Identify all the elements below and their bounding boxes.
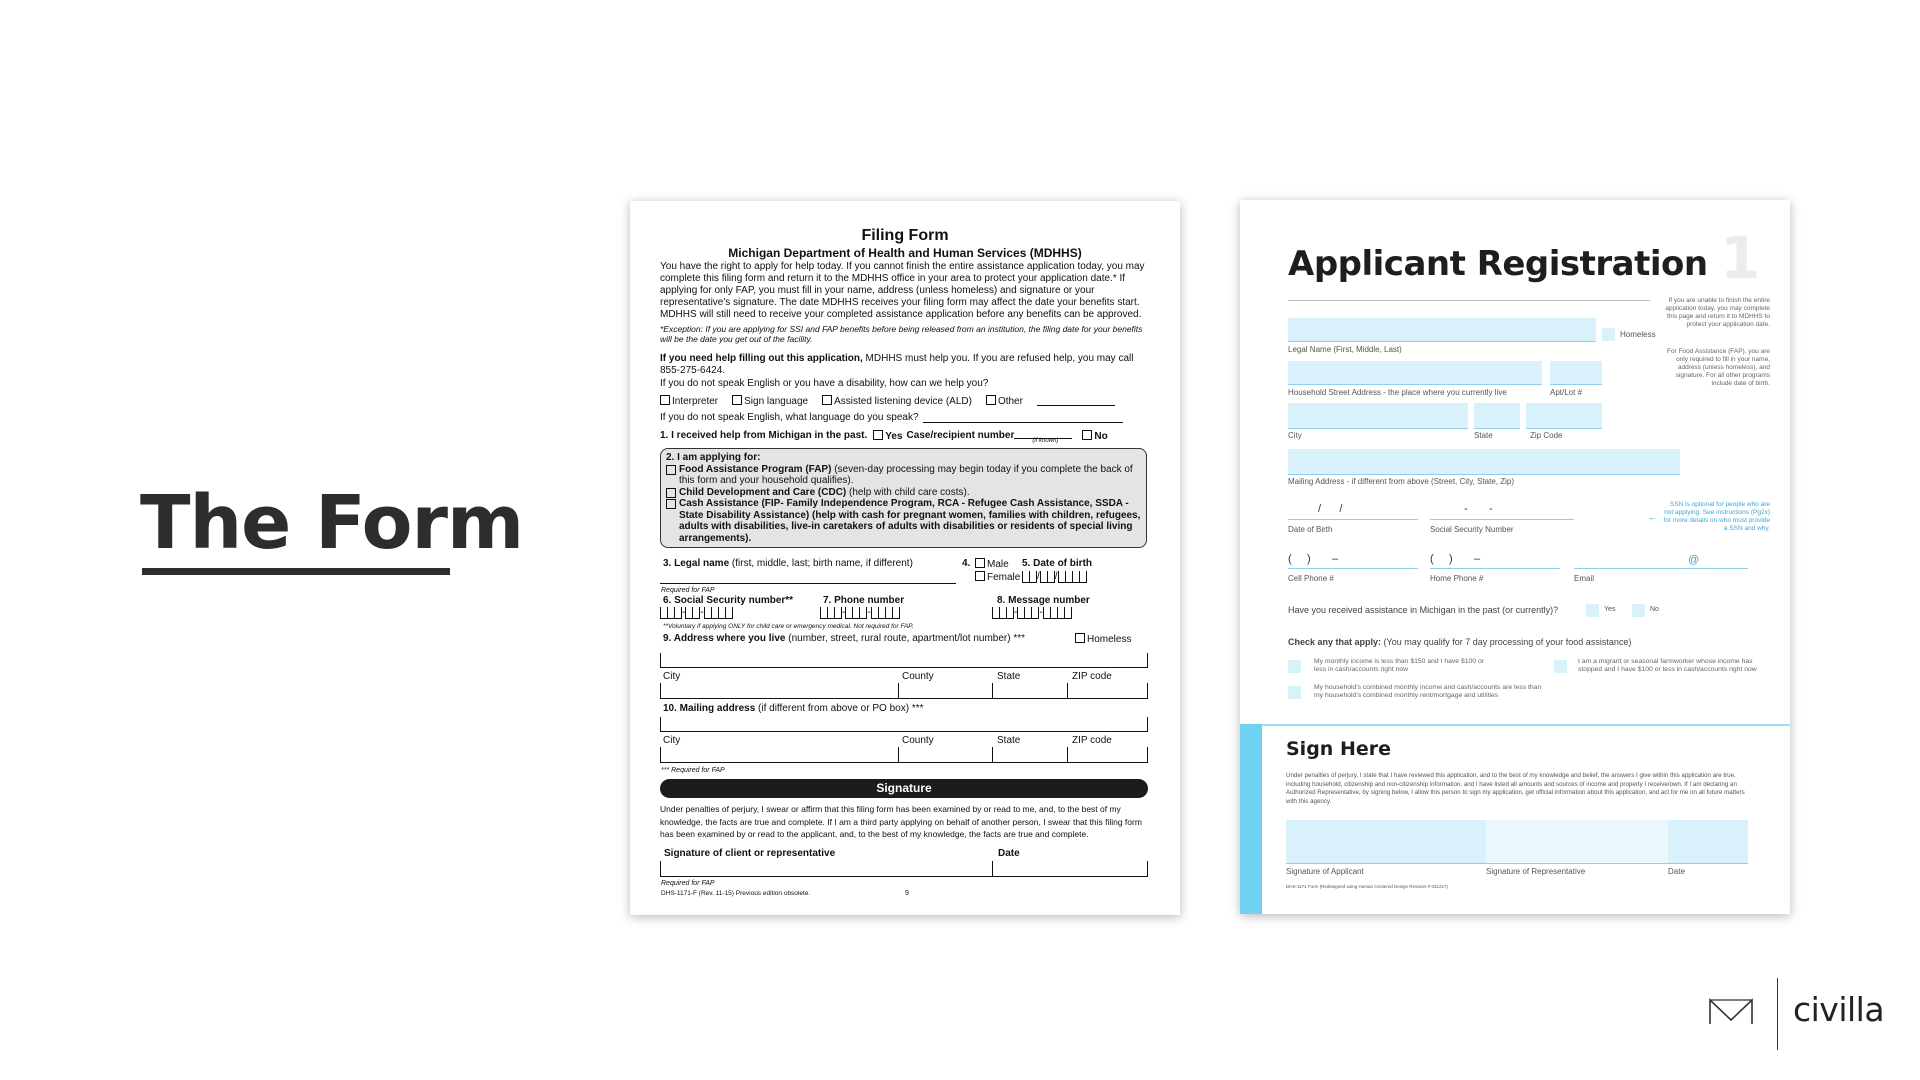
required-fap-note: Required for FAP [661, 587, 715, 594]
program-option[interactable]: Cash Assistance (FIP- Family Independence Program, RCA - Refugee Cash Assistance, SSDA - State Disability Assistance) (help with cash for pregnant women, families with children, refugees, adults with disabilities, live-in caretakers of adults with disabilities or residents of special living arrangements). [666, 498, 1141, 544]
option-rent-label: My household's combined monthly income and cash/accounts are less than my household's combined monthly rent/mortgage and utilities [1314, 684, 1542, 699]
checkbox-icon [666, 465, 676, 475]
old-form-exception: *Exception: If you are applying for SSI and FAP benefits before being released from an institution, the filing date for your benefits will be the date you get out of the facility. [660, 324, 1143, 344]
assistance-yes-label: Yes [1604, 606, 1616, 613]
city-label: City [663, 735, 681, 746]
date-label: Date [998, 848, 1020, 859]
ssn-separators: - - [1464, 503, 1493, 515]
sign-statement: Under penalties of perjury, I state that I have reviewed this application, and to the best of my knowledge and belief, the answers I give within this application are true, including household, citizenship and non-citizenship information, and I have listed all amounts and sources of income and property I receive/own. If I am declaring an Authorized Representative, by signing below, I allow this person to sign my application, get official information about this application, and act for me on all future matters with this agency. [1286, 772, 1745, 805]
redesigned-application-form [1240, 200, 1790, 914]
q1-case-input[interactable] [1014, 429, 1072, 442]
legal-name-field[interactable] [1288, 318, 1596, 342]
male-option[interactable]: Male [975, 558, 1009, 570]
county-label: County [902, 671, 934, 682]
logo-divider [1777, 978, 1778, 1050]
option-income-label: My monthly income is less than $150 and I have $100 or less in cash/accounts right now [1314, 658, 1485, 673]
q1-known-note: (if known) [1032, 438, 1059, 444]
representative-signature-label: Signature of Representative [1486, 867, 1586, 876]
checkbox-icon [975, 558, 985, 568]
address-input[interactable] [660, 667, 1148, 668]
assistance-no-checkbox[interactable] [1632, 604, 1645, 617]
apt-field[interactable] [1550, 361, 1602, 385]
cell-phone-field[interactable] [1288, 568, 1418, 569]
old-form-footer: DHS-1171-F (Rev. 11-15) Previous edition obsolete. [661, 890, 811, 897]
dob-separators: / / [1318, 503, 1343, 515]
q1-case-label: Case/recipient number [906, 430, 1015, 441]
help-rest: MDHHS must help you. If you are refused help, you may call 855-275-6424. [660, 353, 1134, 376]
required-fap-note-3: *** Required for FAP [661, 767, 725, 774]
assistance-no-label: No [1650, 606, 1659, 613]
other-input[interactable] [1037, 396, 1115, 406]
q8-label: 8. Message number [997, 595, 1090, 606]
checkbox-icon [666, 488, 676, 498]
check-any-label: Check any that apply: (You may qualify for 7 day processing of your food assistance) [1288, 637, 1632, 647]
zip-label: ZIP code [1072, 671, 1112, 682]
homeless-option[interactable]: Homeless [1075, 633, 1131, 645]
old-form-help-text [660, 353, 1150, 377]
mailing-city-state-zip-input[interactable] [660, 762, 1148, 763]
help-options-row [660, 395, 1155, 407]
slide-title: The Form [140, 480, 524, 566]
at-sign-icon: @ [1688, 554, 1700, 566]
city-label: City [1288, 431, 1302, 440]
q6-label: 6. Social Security number** [663, 595, 794, 606]
checkbox-icon [1075, 633, 1085, 643]
help-option[interactable]: Interpreter [660, 395, 718, 407]
applicant-signature-field[interactable] [1286, 820, 1486, 864]
language-input[interactable] [923, 413, 1123, 423]
checkbox-icon [666, 499, 676, 509]
old-form-subtitle: Michigan Department of Health and Human Services (MDHHS) [728, 246, 1082, 260]
q4-label: 4. [962, 558, 971, 569]
street-address-label: Household Street Address - the place where you currently live [1288, 388, 1507, 397]
side-note-ssn: SSN is optional for people who are not applying. See instructions (Pg2x) for more details on who must provide a SSN and why. [1663, 501, 1770, 532]
zip-field[interactable] [1526, 403, 1602, 429]
city-field[interactable] [1288, 403, 1468, 429]
old-form-intro: You have the right to apply for help today. If you cannot finish the entire assistance application today, you may complete this filing form and return it to the MDHHS office in your area to protect your application date.* If applying for only FAP, you must fill in your name, address (unless homeless) and signature or your representative's signature. The date MDHHS receives your filing form may affect the date your benefits start. MDHHS will still need to receive your completed assistance application before any benefits can be approved. [660, 261, 1145, 320]
email-field[interactable] [1574, 568, 1748, 569]
option-rent-checkbox[interactable] [1288, 686, 1301, 699]
state-label: State [1474, 431, 1493, 440]
checkbox-icon [975, 571, 985, 581]
sign-accent-stripe [1240, 724, 1262, 914]
legal-name-label: Legal Name (First, Middle, Last) [1288, 345, 1402, 354]
signature-bar: Signature [660, 779, 1148, 798]
civilla-logo-text: civilla [1793, 990, 1885, 1029]
sign-date-field[interactable] [1668, 820, 1748, 864]
ssn-field[interactable] [1430, 519, 1574, 520]
program-option[interactable]: Food Assistance Program (FAP) (seven-day processing may begin today if you complete the back of this form and your household qualifies). [666, 464, 1141, 487]
city-state-zip-input[interactable] [660, 698, 1148, 699]
q1-row [660, 429, 1155, 442]
title-underline [142, 568, 450, 575]
help-option[interactable]: Other [986, 395, 1023, 407]
new-form-title: Applicant Registration [1288, 244, 1708, 284]
state-label: State [997, 671, 1021, 682]
q1-yes[interactable]: Yes [873, 430, 902, 442]
phone-input[interactable]: - - [820, 607, 900, 619]
arrow-left-icon: ← [1648, 512, 1657, 522]
help-bold: If you need help filling out this application, [660, 353, 863, 364]
checkbox-icon [1082, 430, 1092, 440]
program-option[interactable]: Child Development and Care (CDC) (help with child care costs). [666, 487, 1141, 499]
ssn-label: Social Security Number [1430, 525, 1514, 534]
legal-name-input[interactable] [660, 583, 956, 584]
assistance-yes-checkbox[interactable] [1586, 604, 1599, 617]
homeless-label: Homeless [1620, 330, 1656, 339]
zip-label: Zip Code [1530, 431, 1563, 440]
q9-label: 9. Address where you live (number, street, rural route, apartment/lot number) *** [663, 633, 1026, 644]
dob-field[interactable] [1288, 519, 1418, 520]
state-field[interactable] [1474, 403, 1520, 429]
checkbox-icon [732, 395, 742, 405]
zip-label: ZIP code [1072, 735, 1112, 746]
checkbox-icon [873, 430, 883, 440]
option-income-checkbox[interactable] [1288, 660, 1301, 673]
checkbox-icon [986, 395, 996, 405]
option-migrant-label: I am a migrant or seasonal farmworker whose income has stopped and I have $100 or less in cash/accounts right now [1578, 658, 1757, 673]
home-phone-label: Home Phone # [1430, 574, 1484, 583]
q7-label: 7. Phone number [823, 595, 905, 606]
civilla-logo-mark-icon [1708, 996, 1754, 1026]
female-option[interactable]: Female [975, 571, 1020, 583]
apt-label: Apt/Lot # [1550, 388, 1583, 397]
option-migrant-checkbox[interactable] [1554, 660, 1567, 673]
old-form-disability-question: If you do not speak English or you have a disability, how can we help you? [660, 378, 989, 389]
old-form-title: Filing Form [861, 227, 949, 244]
cell-phone-separators: ( ) – [1288, 553, 1339, 565]
old-filing-form [630, 201, 1180, 915]
applicant-signature-label: Signature of Applicant [1286, 867, 1364, 876]
message-number-input[interactable]: - - [992, 607, 1072, 619]
mailing-address-field[interactable] [1288, 449, 1680, 475]
language-question: If you do not speak English, what language do you speak? [660, 412, 919, 423]
applying-for-box [660, 448, 1147, 548]
state-label: State [997, 735, 1021, 746]
required-fap-note-sig: Required for FAP [661, 880, 715, 887]
old-form-page-number: 9 [905, 890, 909, 897]
voluntary-note: **Voluntary if applying ONLY for child care or emergency medical. Not required for FAP. [663, 623, 914, 630]
home-phone-field[interactable] [1430, 568, 1560, 569]
q10-label: 10. Mailing address (if different from above or PO box) *** [663, 703, 924, 714]
cell-phone-label: Cell Phone # [1288, 574, 1334, 583]
q1-label: 1. I received help from Michigan in the past. [660, 430, 868, 441]
title-rule [1288, 300, 1650, 301]
side-note-fap: For Food Assistance (FAP), you are only required to fill in your name, address (unless homeless), and signature. For all other programs include date of birth. [1667, 348, 1770, 387]
signature-label: Signature of client or representative [664, 848, 836, 859]
city-label: City [663, 671, 681, 682]
q1-no[interactable]: No [1082, 430, 1107, 442]
dob-label: Date of Birth [1288, 525, 1333, 534]
perjury-statement: Under penalties of perjury, I swear or affirm that this filing form has been examined by or read to me, and, to the best of my knowledge, the facts are true and complete. If I am a third party applying on behalf of another person, I swear that this filing form has been examined by or read to the applicant, and, to the best of my knowledge, the facts are true and complete. [660, 804, 1142, 839]
street-address-field[interactable] [1288, 361, 1542, 385]
checkbox-icon [660, 395, 670, 405]
new-form-page-number: 1 [1720, 224, 1761, 292]
sign-date-label: Date [1668, 867, 1685, 876]
new-form-footer: DHS-1171 Form (Redesigned using Human Centered Design Revision # 031217) [1286, 884, 1449, 889]
home-phone-separators: ( ) – [1430, 553, 1481, 565]
mailing-address-input[interactable] [660, 731, 1148, 732]
representative-signature-field[interactable] [1486, 820, 1668, 864]
dob-input[interactable]: / / [1022, 571, 1087, 583]
q5-label: 5. Date of birth [1022, 558, 1093, 569]
checkbox-icon [822, 395, 832, 405]
signature-input[interactable] [660, 876, 1148, 877]
ssn-input[interactable]: - - [660, 607, 733, 619]
q3-label: 3. Legal name (first, middle, last; birth name, if different) [663, 558, 913, 569]
email-label: Email [1574, 574, 1595, 583]
side-note-unable: If you are unable to finish the entire application today, you may complete this page and return it to MDHHS to protect your application date. [1665, 297, 1770, 328]
sign-here-title: Sign Here [1286, 738, 1391, 760]
mailing-address-label: Mailing Address - if different from above (Street, City, State, Zip) [1288, 477, 1515, 486]
language-row [660, 412, 1155, 423]
county-label: County [902, 735, 934, 746]
assistance-question: Have you received assistance in Michigan in the past (or currently)? [1288, 605, 1559, 615]
help-option[interactable]: Sign language [732, 395, 808, 407]
q2-title: 2. I am applying for: [666, 452, 761, 463]
homeless-checkbox[interactable] [1602, 328, 1615, 341]
help-option[interactable]: Assisted listening device (ALD) [822, 395, 972, 407]
